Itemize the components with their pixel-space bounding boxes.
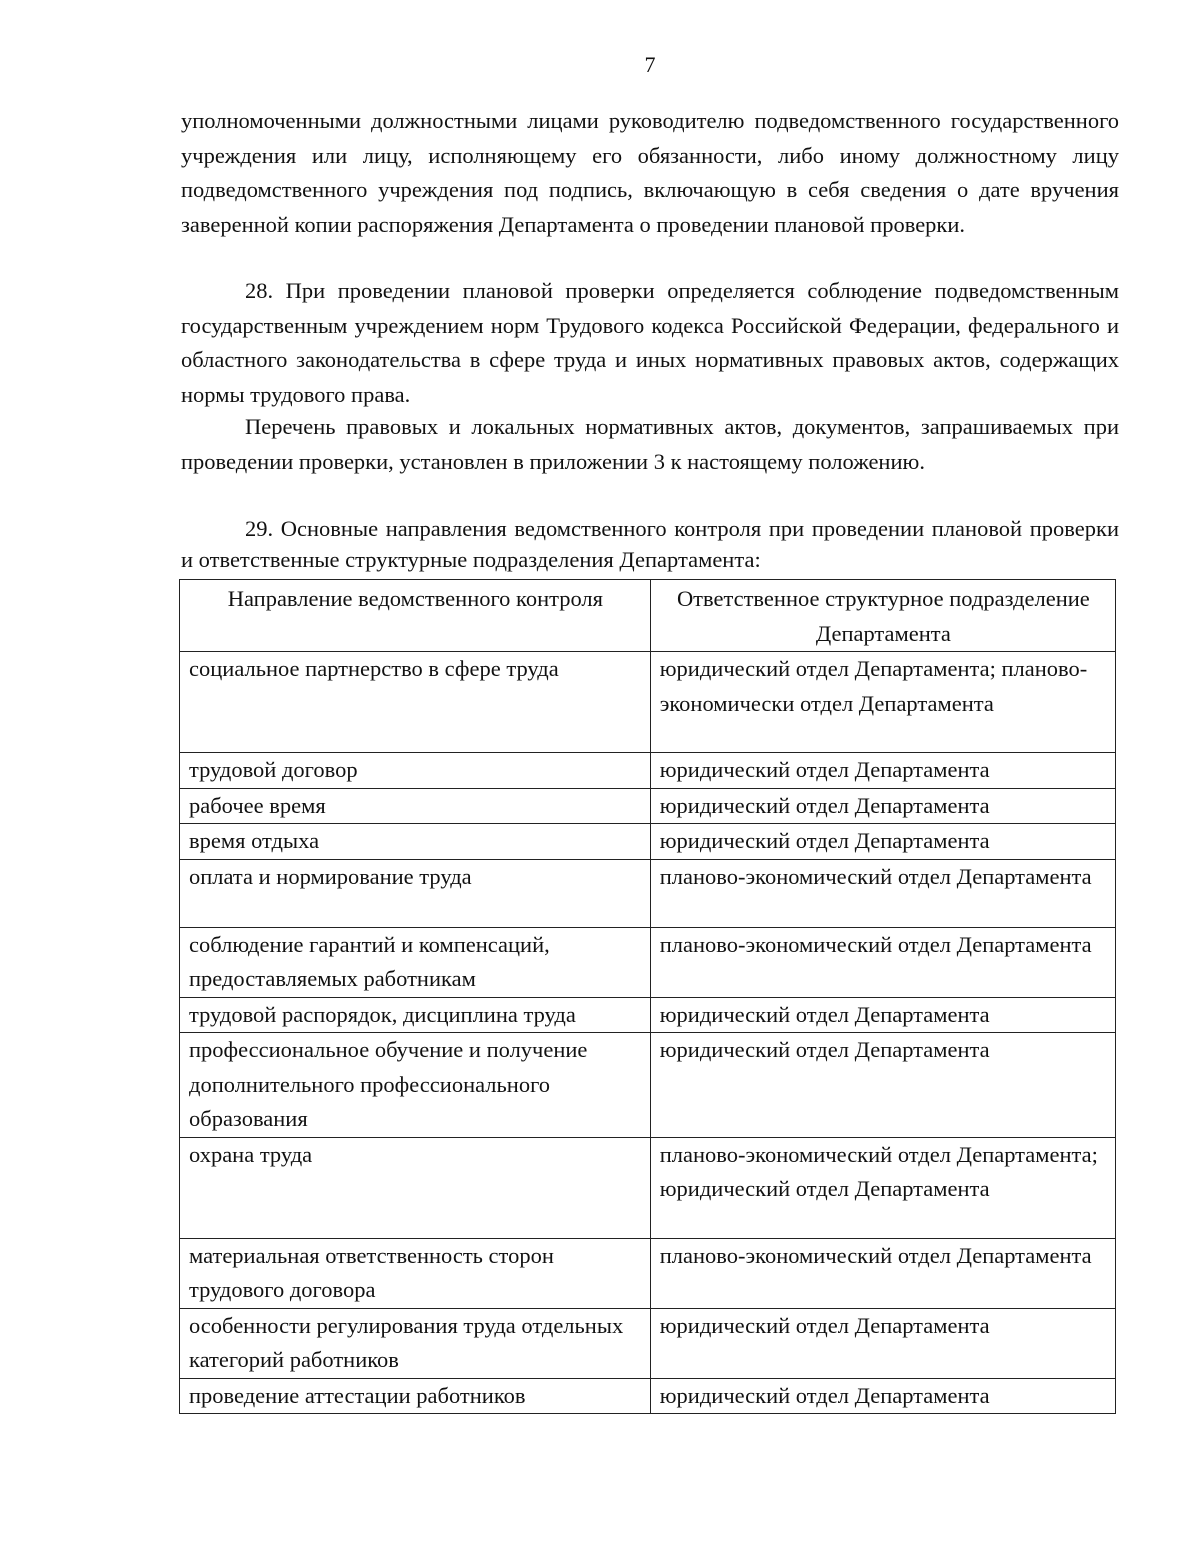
page-number: 7 bbox=[644, 52, 656, 77]
cell-direction: особенности регулирования труда отдельных категорий работников bbox=[180, 1308, 651, 1378]
cell-direction: охрана труда bbox=[180, 1137, 651, 1238]
table-row bbox=[180, 788, 1116, 824]
cell-direction: трудовой распорядок, дисциплина труда bbox=[180, 997, 651, 1033]
table-row bbox=[180, 927, 1116, 997]
cell-responsible: юридический отдел Департамента bbox=[650, 1308, 1115, 1378]
table-row bbox=[180, 824, 1116, 860]
cell-responsible: планово-экономический отдел Департамента bbox=[650, 1238, 1115, 1308]
cell-direction: время отдыха bbox=[180, 824, 651, 860]
paragraph-text: 29. Основные направления ведомственного контроля при проведении плановой проверки и ответственные структурные подразделения Департамента: bbox=[181, 516, 1119, 572]
cell-responsible: юридический отдел Департамента bbox=[650, 788, 1115, 824]
table-row bbox=[180, 753, 1116, 789]
table-row bbox=[180, 1137, 1116, 1238]
paragraph-29 bbox=[181, 513, 1119, 575]
cell-responsible: юридический отдел Департамента bbox=[650, 824, 1115, 860]
table-row bbox=[180, 1238, 1116, 1308]
table-row bbox=[180, 997, 1116, 1033]
table-row bbox=[180, 859, 1116, 927]
table-header-row bbox=[180, 580, 1116, 652]
cell-responsible: юридический отдел Департамента bbox=[650, 1033, 1115, 1138]
cell-responsible: юридический отдел Департамента bbox=[650, 753, 1115, 789]
table-row bbox=[180, 652, 1116, 753]
cell-direction: проведение аттестации работников bbox=[180, 1378, 651, 1414]
cell-direction: соблюдение гарантий и компенсаций, предоставляемых работникам bbox=[180, 927, 651, 997]
cell-responsible: планово-экономический отдел Департамента; юридический отдел Департамента bbox=[650, 1137, 1115, 1238]
cell-direction: оплата и нормирование труда bbox=[180, 859, 651, 927]
table-row bbox=[180, 1033, 1116, 1138]
cell-direction: материальная ответственность сторон трудового договора bbox=[180, 1238, 651, 1308]
cell-responsible: юридический отдел Департамента bbox=[650, 1378, 1115, 1414]
paragraph-28 bbox=[181, 274, 1119, 412]
cell-responsible: планово-экономический отдел Департамента bbox=[650, 927, 1115, 997]
header-direction: Направление ведомственного контроля bbox=[180, 580, 651, 652]
table-row bbox=[180, 1308, 1116, 1378]
cell-direction: профессиональное обучение и получение дополнительного профессионального образования bbox=[180, 1033, 651, 1138]
cell-responsible: планово-экономический отдел Департамента bbox=[650, 859, 1115, 927]
paragraph-text: Перечень правовых и локальных нормативных актов, документов, запрашиваемых при проведении проверки, установлен в приложении 3 к настоящему положению. bbox=[181, 414, 1119, 474]
cell-direction: трудовой договор bbox=[180, 753, 651, 789]
paragraph-text: уполномоченными должностными лицами руководителю подведомственного государственного учреждения или лицу, исполняющему его обязанности, либо иному должностному лицу подведомственного учреждения под подпись, включающую в себя сведения о дате вручения заверенной копии распоряжения Департамента о проведении плановой проверки. bbox=[181, 108, 1119, 237]
table-row bbox=[180, 1378, 1116, 1414]
cell-responsible: юридический отдел Департамента bbox=[650, 997, 1115, 1033]
control-directions-table bbox=[179, 579, 1116, 1414]
paragraph-list-of-acts bbox=[181, 410, 1119, 479]
header-responsible-unit: Ответственное структурное подразделение Департамента bbox=[650, 580, 1115, 652]
cell-direction: социальное партнерство в сфере труда bbox=[180, 652, 651, 753]
cell-responsible: юридический отдел Департамента; планово-экономически отдел Департамента bbox=[650, 652, 1115, 753]
paragraph-text: 28. При проведении плановой проверки определяется соблюдение подведомственным государственным учреждением норм Трудового кодекса Российской Федерации, федерального и областного законодательства в сфере труда и иных нормативных правовых актов, содержащих нормы трудового права. bbox=[181, 278, 1119, 407]
cell-direction: рабочее время bbox=[180, 788, 651, 824]
paragraph-continuation bbox=[181, 104, 1119, 242]
